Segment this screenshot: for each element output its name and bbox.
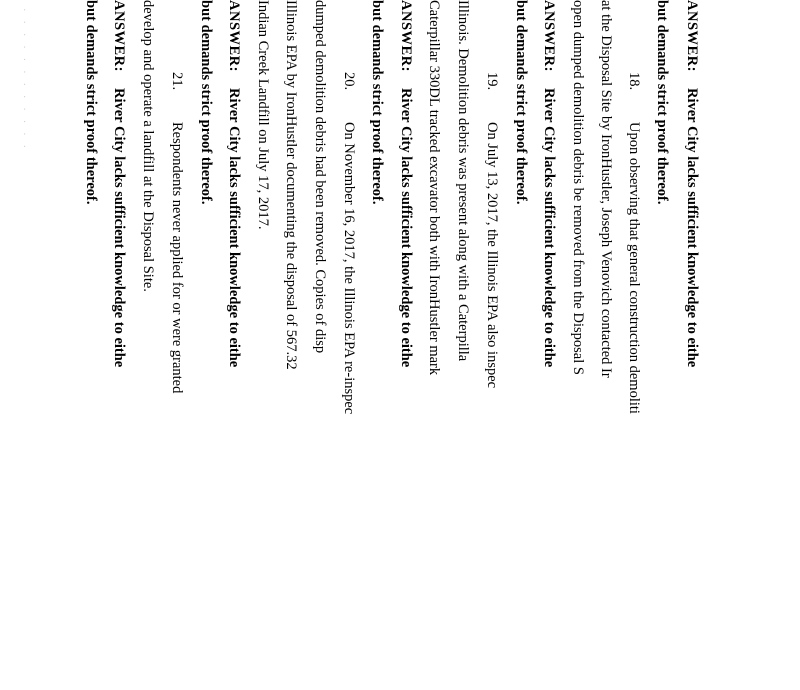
numbered-paragraph-line [482,0,502,690]
body-text-line: Illinois EPA by IronHustler documenting the disposal of 567.32 [283,0,299,370]
paragraph-text: On November 16, 2017, the Illinois EPA re-inspec [341,122,357,415]
body-text-line: Indian Creek Landfill on July 17, 2017. [255,0,271,230]
numbered-paragraph-line [167,0,187,690]
paragraph-number: 19. [484,72,500,91]
body-text-line: Caterpillar 330DL tracked excavator both with IronHustler mark [426,0,442,376]
paragraph-text: Respondents never applied for or were granted [169,122,185,394]
answer-line [109,0,129,618]
answer-line [224,0,244,618]
paragraph-number: 20. [341,72,357,91]
body-text-line: open dumped demolition debris be removed from the Disposal S [570,0,586,375]
answer-label: ANSWER: [111,0,127,72]
paragraph-number: 21. [169,72,185,91]
answer-label: ANSWER: [684,0,700,72]
paragraph-number: 18. [626,72,642,91]
answer-text: River City lacks sufficient knowledge to eithe [684,88,700,368]
paragraph-text: Upon observing that general construction demoliti [626,122,642,414]
numbered-paragraph-line [624,0,644,690]
bold-text-line: but demands strict proof thereof. [198,0,214,205]
numbered-paragraph-line [339,0,359,690]
answer-text: River City lacks sufficient knowledge to eithe [541,88,557,368]
body-text-line: at the Disposal Site by IronHustler, Joseph Venovich contacted Ir [598,0,614,378]
bold-text-line: but demands strict proof thereof. [654,0,670,205]
answer-line [682,0,702,618]
body-text-line: Illinois. Demolition debris was present along with a Caterpilla [455,0,471,362]
bold-text-line: but demands strict proof thereof. [83,0,99,205]
answer-label: ANSWER: [541,0,557,72]
answer-text: River City lacks sufficient knowledge to eithe [226,88,242,368]
answer-label: ANSWER: [398,0,414,72]
answer-text: River City lacks sufficient knowledge to eithe [398,88,414,368]
answer-text: River City lacks sufficient knowledge to eithe [111,88,127,368]
answer-line [539,0,559,618]
answer-label: ANSWER: [226,0,242,72]
bold-text-line: but demands strict proof thereof. [513,0,529,205]
bold-text-line: but demands strict proof thereof. [369,0,385,205]
paragraph-text: On July 13, 2017, the Illinois EPA also inspec [484,122,500,389]
body-text-line: dumped demolition debris had been removed. Copies of disp [312,0,328,354]
scan-artifact: · · · · · · · · · · · · [18,8,30,152]
answer-line [396,0,416,618]
body-text-line: develop and operate a landfill at the Disposal Site. [140,0,156,292]
